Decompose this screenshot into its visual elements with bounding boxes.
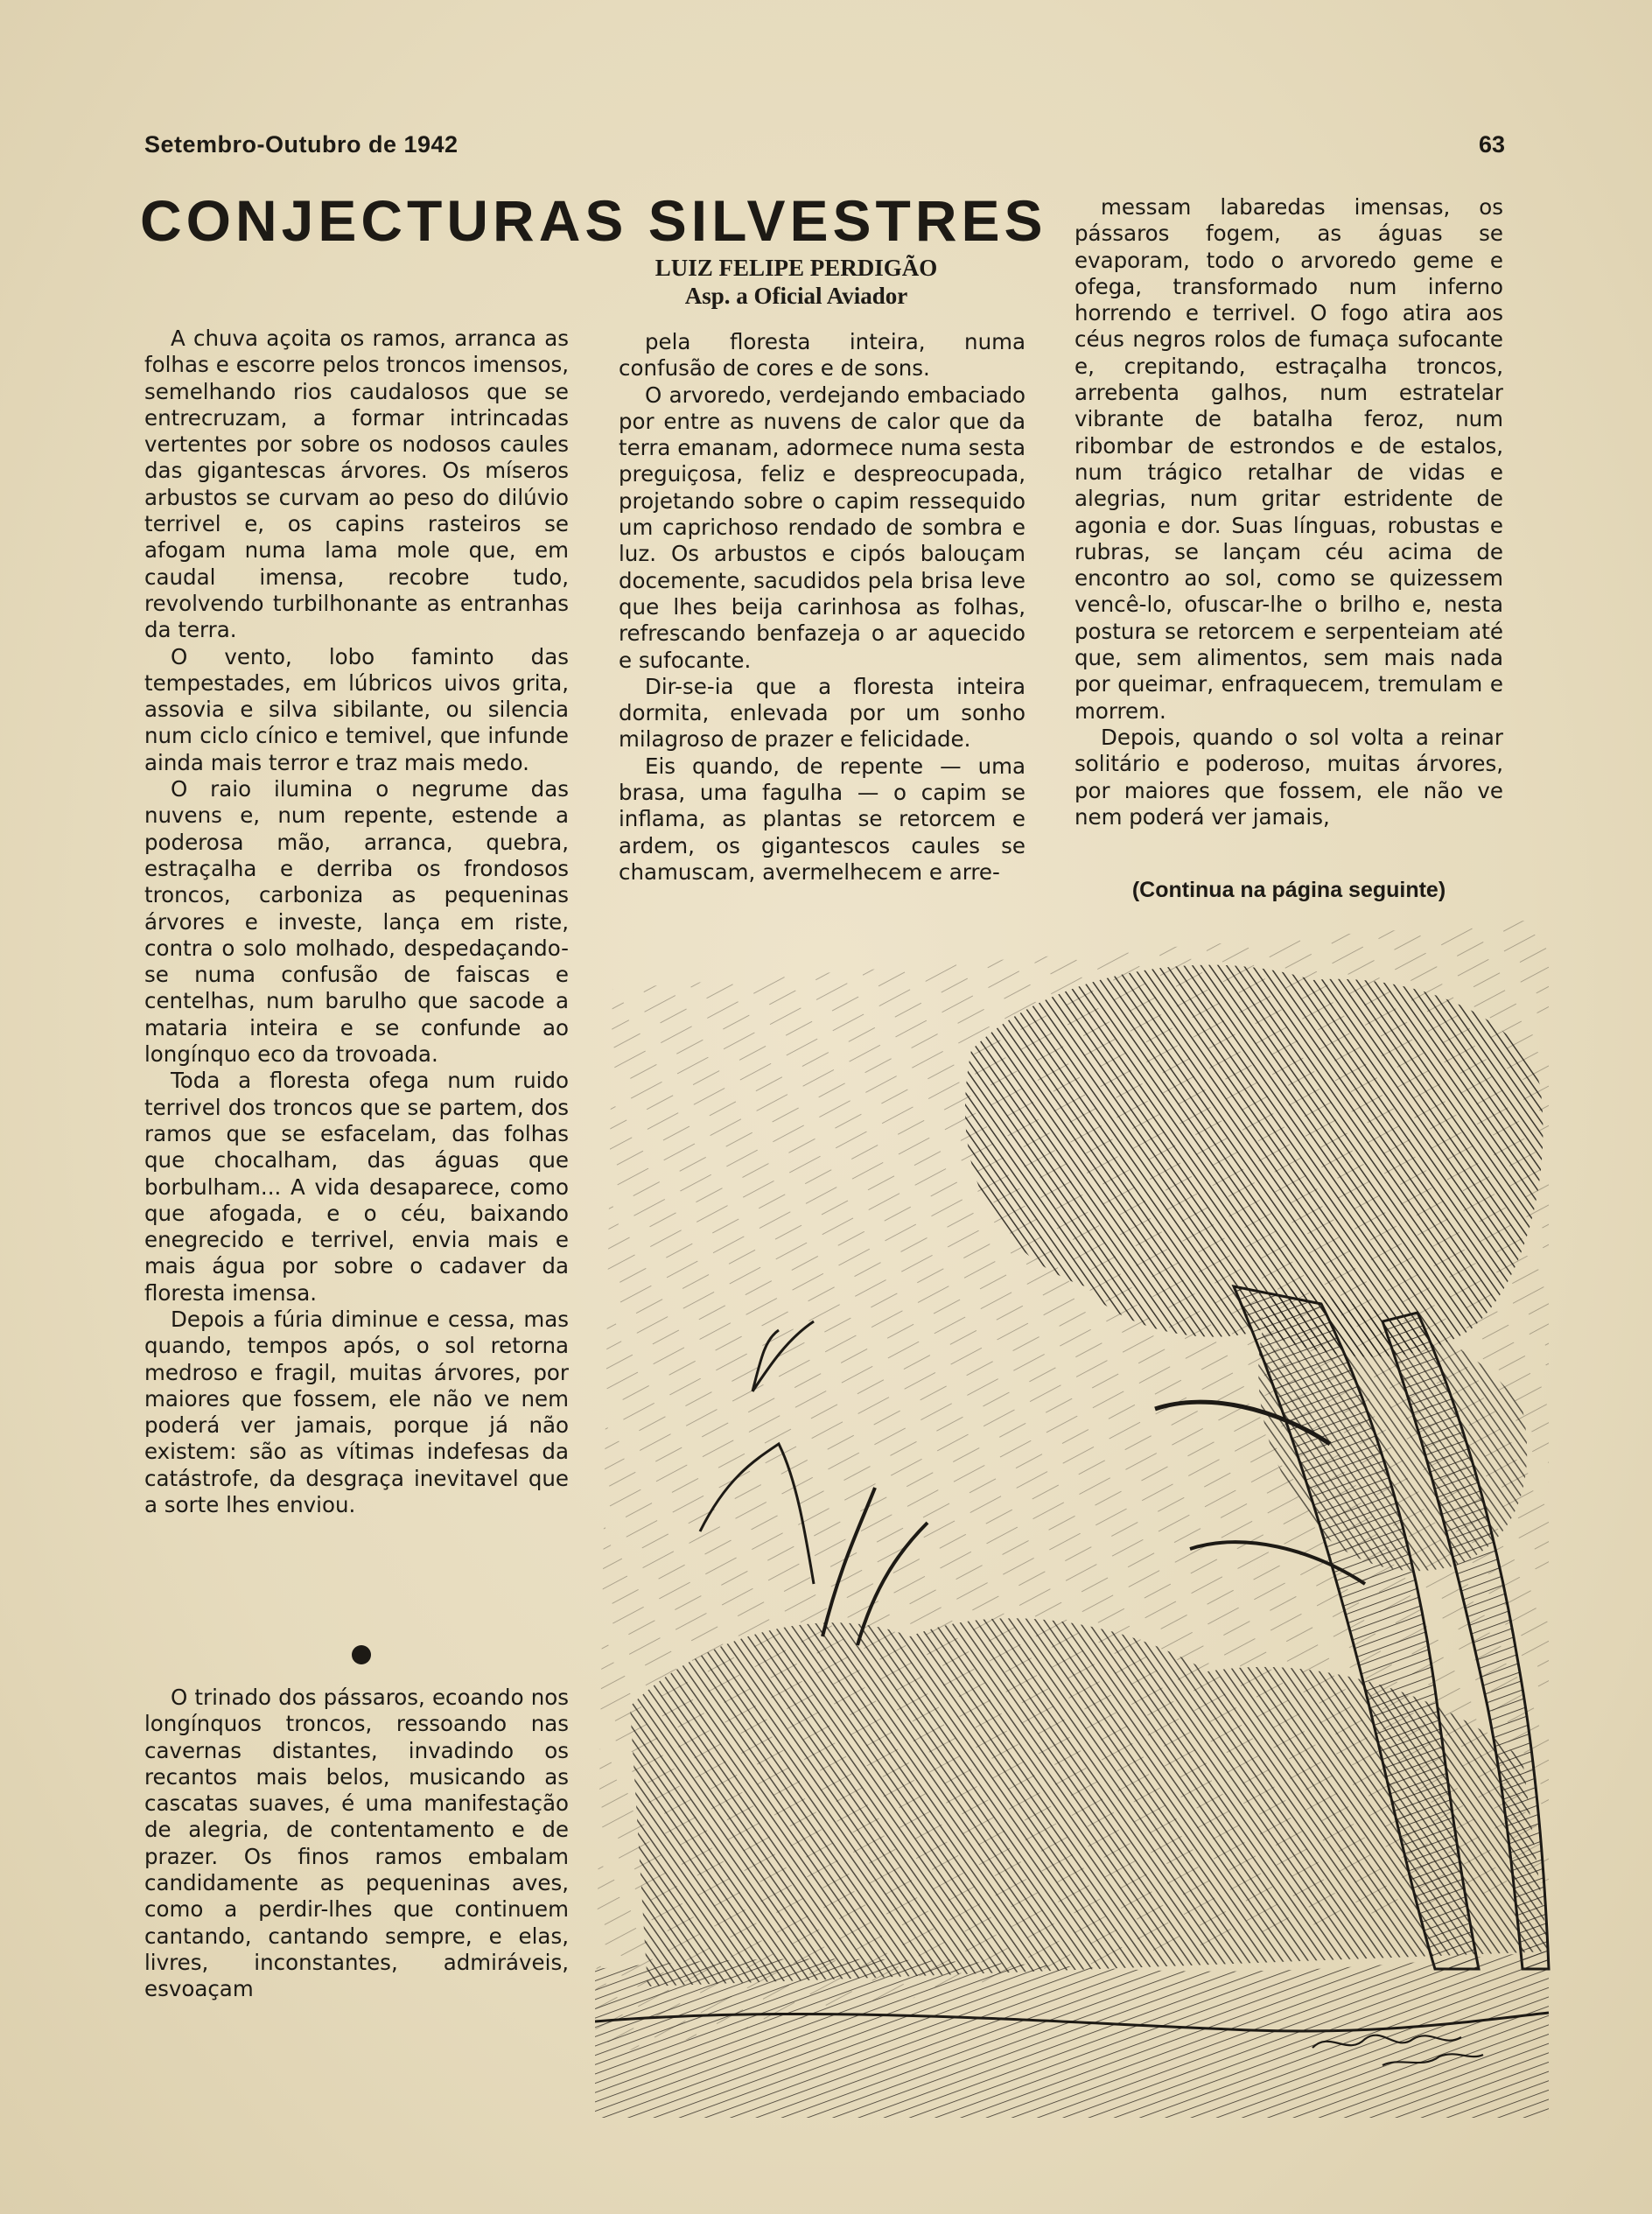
paragraph: Dir-se-ia que a floresta inteira dormita, enlevada por um sonho milagroso de prazer e felicidade. bbox=[619, 673, 1026, 753]
paragraph: Depois a fúria diminue e cessa, mas quando, tempos após, o sol retorna medroso e fragil, muitas árvores, por maiores que fossem, ele não ve nem poderá ver jamais, porque já não existem: são as vítimas indefesas da catástrofe, da desgraça inevitavel que a sorte lhes enviou. bbox=[144, 1306, 569, 1518]
paragraph: O trinado dos pássaros, ecoando nos longínquos troncos, ressoando nas cavernas distantes, invadindo os recantos mais belos, musicando as cascatas suaves, é uma manifestação de alegria, de contentamento e de prazer. Os finos ramos embalam candidamente as pequeninas aves, como a perdir-lhes que continuem cantando, cantando sempre, e elas, livres, inconstantes, admiráveis, esvoaçam bbox=[144, 1685, 569, 2002]
ground bbox=[595, 1951, 1549, 2118]
author-name: LUIZ FELIPE PERDIGÃO bbox=[654, 255, 938, 281]
continued-note: (Continua na página seguinte) bbox=[1131, 878, 1446, 902]
paragraph: O raio ilumina o negrume das nuvens e, num repente, estende a poderosa mão, arranca, quebra, estraçalha e derriba os frondosos troncos, carboniza as pequeninas árvores e investe, lança em riste, contra o solo molhado, despedaçando-se numa confusão de faiscas e centelhas, num barulho que sacode a mataria inteira e se confunde ao longínquo eco da trovoada. bbox=[144, 776, 569, 1068]
issue-date: Setembro-Outubro de 1942 bbox=[144, 131, 458, 158]
paragraph: O vento, lobo faminto das tempestades, em lúbricos uivos grita, assovia e silva sibilante, ou silencia num ciclo cínico e temivel, que infunde ainda mais terror e traz mais medo. bbox=[144, 643, 569, 775]
column-2 bbox=[619, 329, 1026, 886]
page-number: 63 bbox=[1479, 131, 1506, 158]
paragraph: A chuva açoita os ramos, arranca as folhas e escorre pelos troncos imensos, semelhando rios caudalosos que se entrecruzam, a formar intrincadas vertentes por sobre os nodosos caules das gigantescas árvores. Os míseros arbustos se curvam ao peso do dilúvio terrivel e, os capins rasteiros se afogam numa lama mole que, em caudal imensa, recobre tudo, revolvendo turbilhonante as entranhas da terra. bbox=[144, 326, 569, 643]
paragraph: pela floresta inteira, numa confusão de cores e de sons. bbox=[619, 329, 1026, 382]
section-divider-bullet bbox=[352, 1645, 371, 1664]
column-1-second-section bbox=[144, 1685, 569, 2003]
paragraph: Depois, quando o sol volta a reinar solitário e poderoso, muitas árvores, por maiores que fossem, ele não ve nem poderá ver jamais, bbox=[1074, 724, 1503, 830]
storm-drawing bbox=[595, 919, 1558, 2118]
author-rank: Asp. a Oficial Aviador bbox=[684, 283, 908, 309]
paragraph: Eis quando, de repente — uma brasa, uma fagulha — o capim se inflama, as plantas se retorcem e ardem, os gigantescos caules se chamuscam, avermelhecem e arre- bbox=[619, 753, 1026, 885]
column-1 bbox=[144, 326, 569, 1518]
author-block bbox=[612, 254, 980, 310]
paragraph: Toda a floresta ofega num ruido terrivel dos troncos que se partem, dos ramos que se esfacelam, das folhas que chocalham, das águas que borbulham... A vida desaparece, como que afogada, e o céu, baixando enegrecido e terrivel, envia mais e mais água por sobre o cadaver da floresta imensa. bbox=[144, 1068, 569, 1306]
paragraph: O arvoredo, verdejando embaciado por entre as nuvens de calor que da terra emanam, adormece numa sesta preguiçosa, feliz e despreocupada, projetando sobre o capim ressequido um caprichoso rendado de sombra e luz. Os arbustos e cipós balouçam docemente, sacudidos pela brisa leve que lhes beija carinhosa as folhas, refrescando benfazeja o ar aquecido e sufocante. bbox=[619, 382, 1026, 673]
column-3 bbox=[1074, 194, 1503, 830]
storm-trees-illustration bbox=[595, 919, 1558, 2118]
article-title: CONJECTURAS SILVESTRES bbox=[140, 188, 1047, 253]
paragraph: messam labaredas imensas, os pássaros fogem, as águas se evaporam, todo o arvoredo geme e ofega, transformado num inferno horrendo e terrivel. O fogo atira aos céus negros rolos de fumaça sufocante e, crepitando, estraçalha troncos, arrebenta galhos, num estratelar vibrante de batalha feroz, num ribombar de estrondos e de estalos, num trágico retalhar de vidas e alegrias, num gritar estridente de agonia e dor. Suas línguas, robustas e rubras, se lançam céu acima de encontro ao sol, como se quizessem vencê-lo, ofuscar-lhe o brilho e, nesta postura se retorcem e serpenteiam até que, sem alimentos, sem mais nada por queimar, enfraquecem, tremulam e morrem. bbox=[1074, 194, 1503, 724]
